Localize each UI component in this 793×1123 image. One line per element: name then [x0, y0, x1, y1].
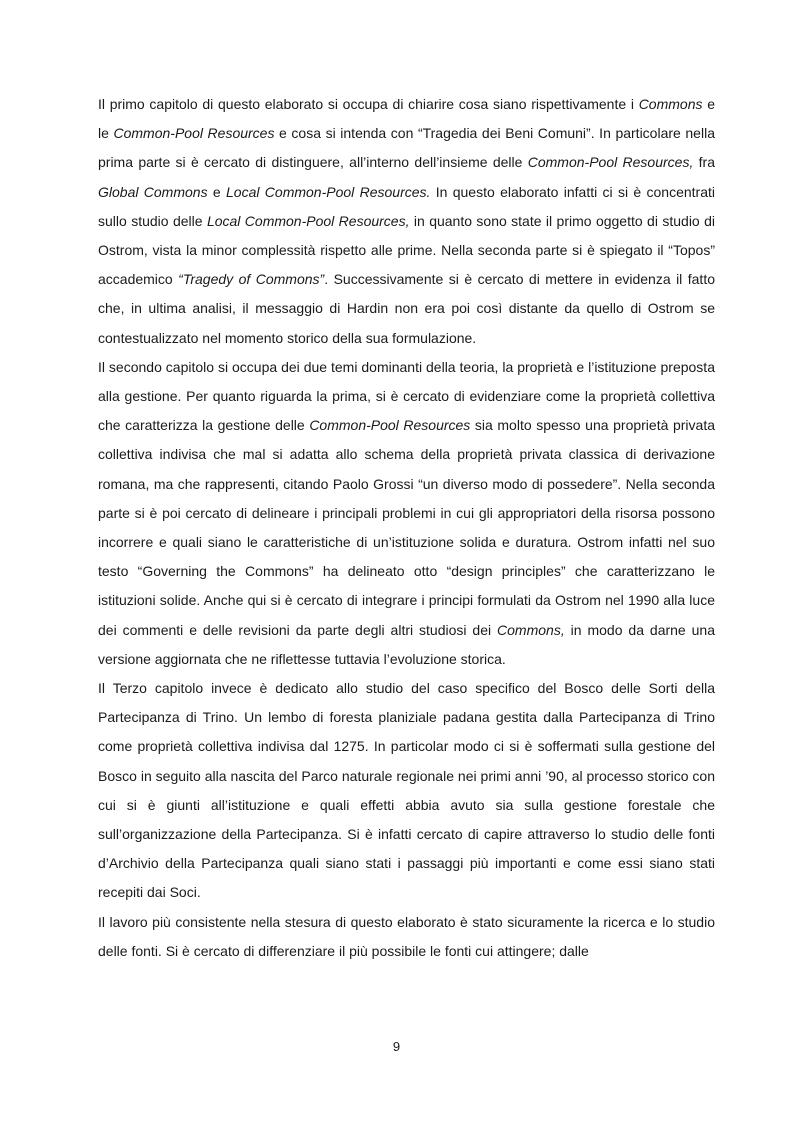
- italic-text-segment: Local Common-Pool Resources,: [206, 212, 410, 229]
- text-segment: . Successivamente si è cercato di mettere in evidenza il fatto che, in ultima analisi, il messaggio di Hardin non era poi così distante da quello di Ostrom se contestualizzato nel momento storico della sua formulazione.: [98, 271, 715, 346]
- paragraph-2: [98, 353, 715, 674]
- text-segment: Il lavoro più consistente nella stesura di questo elaborato è stato sicuramente la ricerca e lo studio delle fonti. Si è cercato di differenziare il più possibile le fonti cui attingere; dalle: [98, 913, 715, 959]
- italic-text-segment: Commons: [638, 96, 703, 112]
- document-body: [98, 90, 715, 966]
- paragraph-3: [98, 674, 715, 908]
- page-number: 9: [392, 1039, 401, 1054]
- italic-text-segment: Local Common-Pool Resources.: [226, 183, 431, 200]
- text-segment: fra: [693, 154, 715, 171]
- text-segment: in quanto sono state il primo oggetto di studio di Ostrom, vista la minor complessità rispetto alle prime. Nella seconda parte si è spiegato il “Topos” accademico: [98, 212, 716, 288]
- text-segment: Il Terzo capitolo invece è dedicato allo studio del caso specifico del Bosco delle Sorti della Partecipanza di Trino. Un lembo di foresta planiziale padana gestita dalla Partecipanza di Trino come proprietà collettiva indivisa dal 1275. In particolar modo ci si è soffermati sulla gestione del Bosco in seguito alla nascita del Parco naturale regionale nei primi anni ’90, al processo storico con cui si è giunti all’istituzione e quali effetti abbia avuto sia sulla gestione forestale che sull’organizzazione della Partecipanza. Si è infatti cercato di capire attraverso lo studio delle fonti d’Archivio della Partecipanza quali siano stati i passaggi più importanti e come essi siano stati recepiti dai Soci.: [98, 680, 715, 901]
- text-segment: Il secondo capitolo si occupa dei due temi dominanti della teoria, la proprietà e l’istituzione preposta alla gestione. Per quanto riguarda la prima, si è cercato di evidenziare come la proprietà collettiva che caratterizza la gestione delle: [98, 358, 715, 434]
- text-segment: e cosa si intenda con “Tragedia dei Beni Comuni”. In particolare nella prima parte si è cercato di distinguere, all’interno dell’insieme delle: [98, 125, 715, 171]
- text-segment: e le: [98, 96, 715, 142]
- text-segment: Il primo capitolo di questo elaborato si occupa di chiarire cosa siano rispettivamente i: [98, 96, 639, 112]
- text-segment: e: [207, 183, 227, 200]
- paragraph-1: [98, 90, 715, 353]
- italic-text-segment: “Tragedy of Commons”: [178, 271, 325, 288]
- text-segment: In questo elaborato infatti ci si è concentrati sullo studio delle: [98, 183, 715, 229]
- text-segment: in modo da darne una versione aggiornata che ne riflettesse tuttavia l’evoluzione storica.: [98, 621, 715, 667]
- text-segment: sia molto spesso una proprietà privata collettiva indivisa che mal si adatta allo schema della proprietà privata classica di derivazione romana, ma che rappresenti, citando Paolo Grossi “un diverso modo di possedere”. Nella seconda parte si è poi cercato di delineare i principali problemi in cui gli appropriatori della risorsa possono incorrere e quali siano le caratteristiche di un’istituzione solida e duratura. Ostrom infatti nel suo testo “Governing the Commons” ha delineato otto “design principles” che caratterizzano le istituzioni solide. Anche qui si è cercato di integrare i principi formulati da Ostrom nel 1990 alla luce dei commenti e delle revisioni da parte degli altri studiosi dei: [98, 417, 715, 638]
- paragraph-4: [98, 908, 715, 966]
- italic-text-segment: Common-Pool Resources: [113, 125, 275, 142]
- italic-text-segment: Common-Pool Resources,: [527, 154, 694, 171]
- italic-text-segment: Common-Pool Resources: [309, 417, 471, 434]
- italic-text-segment: Global Commons: [98, 183, 208, 200]
- italic-text-segment: Commons,: [497, 621, 565, 638]
